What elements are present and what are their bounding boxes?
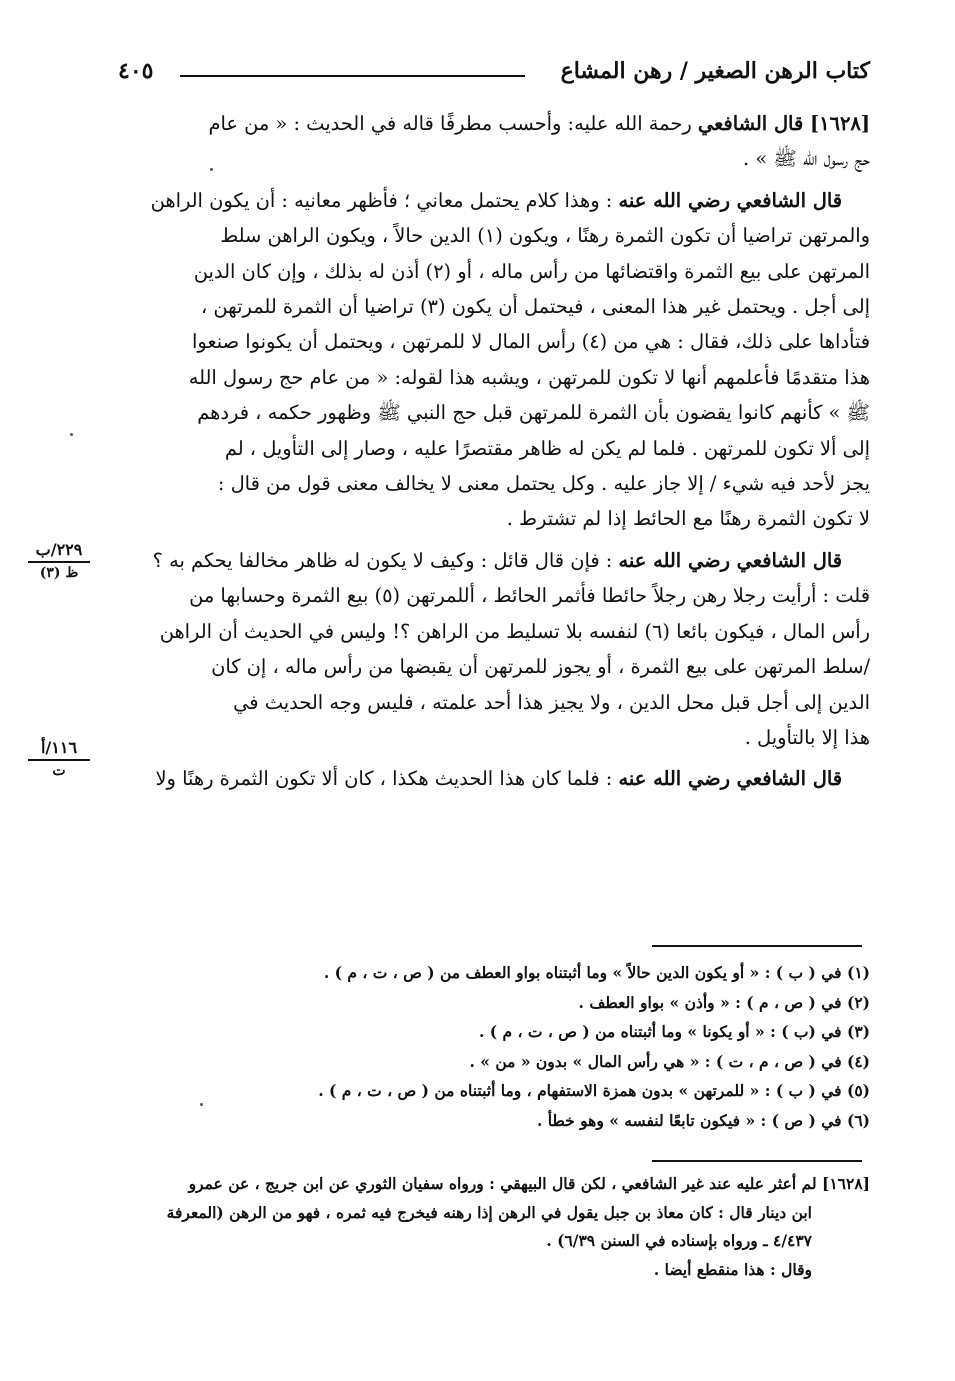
text-line: حج رسول الله ﷺ » . bbox=[743, 147, 870, 171]
takhrij-text: لم أعثر عليه عند غير الشافعي ، لكن قال البيهقي : ورواه سفيان الثوري عن ابن جريج ، عن عمرو bbox=[188, 1174, 817, 1193]
apparatus-footnotes bbox=[200, 958, 870, 1136]
text-line: هذا متقدمًا فأعلمهم أنها لا تكون للمرتهن ، ويشبه هذا لقوله: « من عام حج رسول الله bbox=[188, 365, 870, 389]
text-line: إلى ألا تكون للمرتهن . فلما لم يكن له ظاهر مقتصرًا عليه ، وصار إلى التأويل ، لم bbox=[224, 436, 870, 460]
paragraph-1628 bbox=[115, 106, 870, 177]
margin-note-siglum: ت bbox=[52, 763, 66, 779]
margin-note-folio: ١١٦/أ bbox=[28, 738, 90, 761]
text-line: والمرتهن تراضيا أن تكون الثمرة رهنًا ، ويكون (١) الدين حالاً ، ويكون الراهن سلط bbox=[220, 224, 870, 248]
takhrij-note bbox=[115, 1170, 870, 1284]
scan-speck bbox=[210, 168, 213, 171]
text-line: الدين إلى أجل قبل محل الدين ، ولا يجيز هذا أحد علمته ، فليس وجه الحديث في bbox=[233, 690, 870, 714]
margin-note-manuscript-folio bbox=[28, 540, 90, 581]
margin-note-manuscript-folio bbox=[28, 738, 90, 779]
running-title: كتاب الرهن الصغير / رهن المشاع bbox=[560, 58, 870, 84]
takhrij-line: وقال : هذا منقطع أيضا . bbox=[653, 1259, 812, 1279]
paragraph-lead: [١٦٢٨] قال الشافعي bbox=[697, 112, 870, 135]
header-rule bbox=[180, 75, 525, 77]
text-line: ﷺ » كأنهم كانوا يقضون بأن الثمرة للمرتهن قبل حج النبي ﷺ وظهور حكمه ، فردهم bbox=[197, 401, 870, 425]
footnote: (٢) في ( ص ، م ) : « وأذن » بواو العطف . bbox=[578, 992, 870, 1012]
text-line: فتأداها على ذلك، فقال : هي من (٤) رأس المال لا للمرتهن ، ويحتمل أن يكونوا صنعوا bbox=[191, 330, 870, 354]
paragraph-lead: قال الشافعي رضي الله عنه bbox=[618, 767, 842, 791]
text-line: رأس المال ، فيكون بائعا (٦) لنفسه بلا تسليط من الراهن ؟! وليس في الحديث أن الراهن bbox=[159, 619, 870, 643]
text-line: : فإن قال قائل : وكيف لا يكون له ظاهر مخالفا يحكم به ؟ bbox=[152, 548, 613, 572]
text-line: : وهذا كلام يحتمل معاني ؛ فأظهر معانيه : أن يكون الراهن bbox=[150, 188, 613, 212]
paragraph-3 bbox=[115, 543, 870, 755]
margin-note-folio: ٢٢٩/ب bbox=[28, 540, 90, 563]
text-line: رحمة الله عليه: وأحسب مطرفًا قاله في الحديث : « من عام bbox=[208, 112, 692, 135]
takhrij-line: ٤/٤٣٧ ـ ورواه بإسناده في السنن ٦/٣٩) . bbox=[546, 1231, 812, 1250]
running-header bbox=[118, 58, 870, 94]
text-line: : فلما كان هذا الحديث هكذا ، كان ألا تكون الثمرة رهنًا ولا bbox=[155, 767, 613, 791]
footnote: (٦) في ( ص ) : « فيكون تابعًا لنفسه » وهو خطأ . bbox=[536, 1110, 870, 1130]
footnote: (٣) في (ب ) : « أو يكونا » وما أثبتناه من ( ص ، ت ، م ) . bbox=[478, 1022, 870, 1042]
scan-speck bbox=[200, 1103, 203, 1106]
footnote: (٤) في ( ص ، م ، ت ) : « هي رأس المال » بدون « من » . bbox=[469, 1051, 870, 1071]
text-line: يجز لأحد فيه شيء / إلا جاز عليه . وكل يحتمل معنى لا يخالف معنى قول من قال : bbox=[217, 472, 870, 496]
paragraph-2 bbox=[115, 183, 870, 537]
text-line: قلت : أرأيت رجلا رهن رجلاً حائطا فأثمر الحائط ، أللمرتهن (٥) بيع الثمرة وحسابها من bbox=[189, 584, 870, 608]
page-number: ٤٠٥ bbox=[118, 58, 154, 84]
scan-speck bbox=[70, 433, 73, 436]
paragraph-lead: قال الشافعي رضي الله عنه bbox=[618, 188, 842, 212]
margin-note-siglum: ظ (٣) bbox=[39, 565, 79, 581]
takhrij-line: ابن دينار قال : كان معاذ بن جبل يقول في الرهن إذا رهنه فيخرج فيه ثمره ، فهو من الرهن (المعرفة bbox=[166, 1202, 812, 1222]
text-line: هذا إلا بالتأويل . bbox=[744, 725, 870, 749]
text-line: /سلط المرتهن على بيع الثمرة ، أو يجوز للمرتهن أن يقبضها من رأس ماله ، إن كان bbox=[211, 655, 870, 679]
takhrij-separator bbox=[652, 1160, 862, 1162]
text-line: لا تكون الثمرة رهنًا مع الحائط إذا لم تشترط . bbox=[506, 507, 870, 531]
takhrij-first-line bbox=[115, 1170, 870, 1199]
footnote: (١) في ( ب ) : « أو يكون الدين حالاً » وما أثبتناه بواو العطف من ( ص ، ت ، م ) . bbox=[323, 963, 870, 982]
takhrij-label: [١٦٢٨] bbox=[822, 1174, 870, 1193]
paragraph-4 bbox=[115, 761, 870, 796]
footnote-separator bbox=[652, 945, 862, 947]
footnote: (٥) في ( ب ) : « للمرتهن » بدون همزة الاستفهام ، وما أثبتناه من ( ص ، ت ، م ) . bbox=[318, 1081, 870, 1101]
text-line: المرتهن على بيع الثمرة واقتضائها من رأس ماله ، أو (٢) أذن له بذلك ، وإن كان الدين bbox=[193, 259, 870, 283]
paragraph-lead: قال الشافعي رضي الله عنه bbox=[618, 548, 842, 572]
text-line: إلى أجل . ويحتمل غير هذا المعنى ، فيحتمل أن يكون (٣) تراضيا أن الثمرة للمرتهن ، bbox=[200, 295, 870, 319]
main-text bbox=[115, 106, 870, 803]
